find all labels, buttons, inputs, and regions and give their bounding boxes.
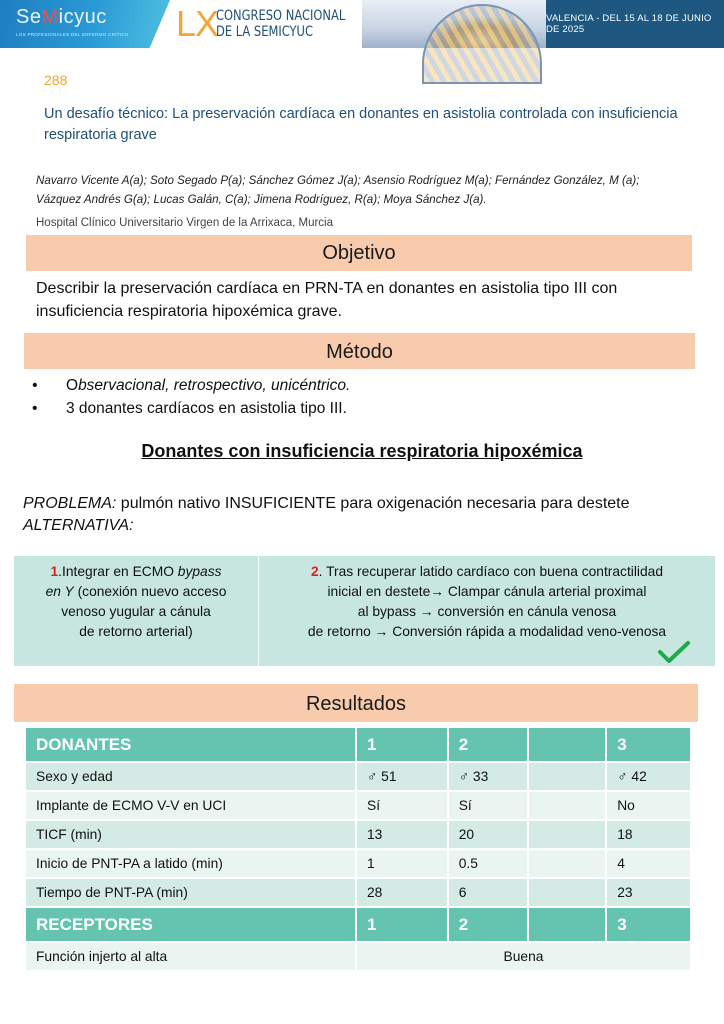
alternative-2: 2. Tras recuperar latido cardíaco con buena contractilidad inicial en destete→ Clampar cánula arterial proximal al bypass → conversión en cánula venosa de retorno → Conversión rápida a modalidad veno-venosa [259,556,715,666]
metodo-item: • 3 donantes cardíacos en asistolia tipo III. [32,397,350,420]
author-list: Navarro Vicente A(a); Soto Segado P(a); Sánchez Gómez J(a); Asensio Rodríguez M(a); Fernández González, M (a); Vázquez Andrés G(a); Lucas Galán, C(a); Jimena Rodríguez, R(a); Moya Sánchez J(a). [36,174,640,206]
abstract-title: Un desafío técnico: La preservación cardíaca en donantes en asistolia controlada con insuficiencia respiratoria grave [44,106,678,143]
resultados-heading: Resultados [14,684,698,722]
table-row: TICF (min) 13 20 18 [25,820,691,849]
problema-label: PROBLEMA: [23,495,117,512]
alternativa-label: ALTERNATIVA: [23,517,134,534]
event-info: VALENCIA - DEL 15 AL 18 DE JUNIO DE 2025 [546,0,724,48]
table-row: Función injerto al alta Buena [25,942,691,971]
congress-line2: DE LA SEMICYUC [216,24,313,40]
abstract-number: 288 [44,72,68,88]
metodo-list [32,374,350,420]
congress-numeral: LX [176,3,219,44]
metodo-heading: Método [24,333,695,369]
donantes-header-row: DONANTES 1 2 3 [25,727,691,762]
institution: Hospital Clínico Universitario Virgen de la Arrixaca, Murcia [36,217,333,229]
congress-name [216,8,345,40]
valencia-architecture-image [362,0,546,48]
alternative-1: 1.Integrar en ECMO bypass en Y (conexión nuevo acceso venoso yugular a cánula de retorno arterial) [14,556,259,666]
logo-prefix: Se [16,6,42,28]
table-row: Sexo y edad ♂ 51 ♂ 33 ♂ 42 [25,762,691,791]
logo-suffix: icyuc [58,6,107,28]
problema-text: pulmón nativo INSUFICIENTE para oxigenación necesaria para destete [116,495,630,512]
alternatives-box [14,556,715,666]
metodo-item: • Observacional, retrospectivo, unicéntrico. [32,374,350,397]
table-row: Inicio de PNT-PA a latido (min) 1 0.5 4 [25,849,691,878]
congress-banner [0,0,724,48]
objetivo-text: Describir la preservación cardíaca en PRN-TA en donantes en asistolia tipo III con insuficiencia respiratoria hipoxémica grave. [36,280,618,320]
table-row: Tiempo de PNT-PA (min) 28 6 23 [25,878,691,907]
results-table [24,726,692,972]
receptores-header-row: RECEPTORES 1 2 3 [25,907,691,942]
logo-tagline: LOS PROFESIONALES DEL ENFERMO CRÍTICO [16,32,129,37]
semicyuc-logo [16,6,107,29]
congress-line1: CONGRESO NACIONAL [216,8,346,24]
objetivo-heading: Objetivo [26,235,692,271]
logo-mark: M [41,6,59,28]
building-arc-shape [422,4,542,84]
donantes-subheading: Donantes con insuficiencia respiratoria hipoxémica [141,441,583,461]
checkmark-icon [657,640,691,664]
problema-block [23,493,713,537]
table-row: Implante de ECMO V-V en UCI Sí Sí No [25,791,691,820]
